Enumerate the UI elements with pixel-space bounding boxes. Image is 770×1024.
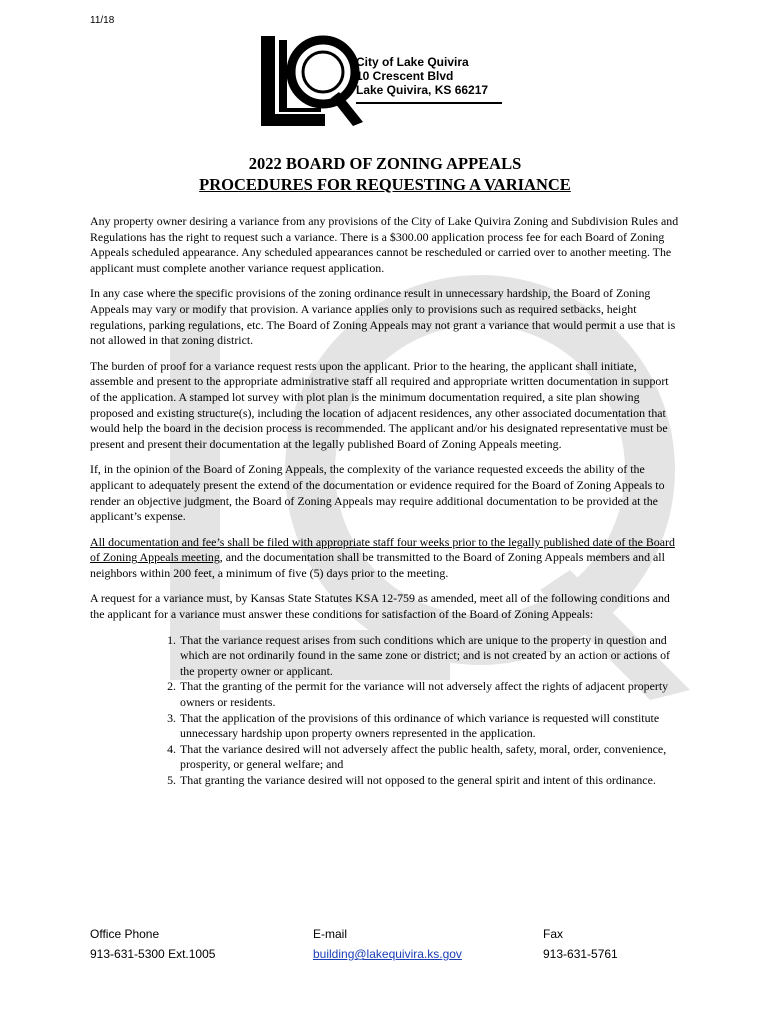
fax-value: 913-631-5761 [543,947,618,961]
document-title: 2022 BOARD OF ZONING APPEALS [248,154,522,173]
condition-text: That the granting of the permit for the variance will not adversely affect the rights of adjacent property owners or residents. [180,679,669,710]
city-address [356,55,488,97]
address-line-3: Lake Quivira, KS 66217 [356,83,489,97]
condition-number: 3. [167,710,176,725]
office-phone-value: 913-631-5300 Ext.1005 [90,947,216,961]
fax-label: Fax [543,927,564,941]
address-rule [356,102,502,104]
condition-text: That the variance request arises from such conditions which are unique to the property in question and which are not ordinarily found in the same zone or district; and is not created by an action or actions of the property owner or applicant. [180,632,671,678]
paragraph-statutes: A request for a variance must, by Kansas State Statutes KSA 12-759 as amended, meet all of the following conditions and the applicant for a variance must answer these conditions for satisfaction of the Board of Zoning Appeals: [90,591,670,622]
filing-deadline-rest: , and the documentation shall be transmitted to the Board of Zoning Appeals members and all neighbors within 200 feet, a minimum of five (5) days prior to the meeting. [90,550,665,580]
address-line-2: 10 Crescent Blvd [356,69,454,83]
condition-number: 1. [167,632,176,647]
email-label: E-mail [313,927,348,941]
address-line-1: City of Lake Quivira [356,55,469,69]
condition-item [167,741,680,773]
condition-number: 4. [167,741,176,756]
paragraph-complexity: If, in the opinion of the Board of Zoning Appeals, the complexity of the variance requested exceeds the ability of the applicant to adequately present the extend of the documentation or evidence required for the Board of Zoning Appeals to render an objective judgment, the Board of Zoning Appeals may require additional documentation to be provided at the applicant’s expense. [90,462,665,524]
condition-number: 5. [167,773,176,787]
condition-text: That granting the variance desired will not opposed to the general spirit and intent of this ordinance. [180,773,656,787]
footer-email [313,924,462,964]
paragraph-burden-of-proof: The burden of proof for a variance request rests upon the applicant. Prior to the hearing, the applicant shall initiate, assemble and present to the appropriate administrative staff all required and appropriate written documentation in support of the application. A stamped lot survey with plot plan is the minimum documentation required, a site plan showing proposed and existing structure(s), including the location of adjacent residences, any other associated documentation that would help the board in the decision process is recommended. The applicant and/or his designated representative must be present and present their documentation at the legally published Board of Zoning Appeals meeting. [90,358,669,451]
document-subtitle: PROCEDURES FOR REQUESTING A VARIANCE [199,175,571,194]
document-body [90,214,680,789]
conditions-list [90,633,680,789]
city-logo [255,30,365,130]
condition-item [167,632,680,680]
email-link[interactable]: building@lakequivira.ks.gov [313,947,462,961]
filing-deadline-underlined: All documentation and fee’s shall be filed with appropriate staff four weeks prior to the legally published date of the Board of Zoning Appeals meeting [90,534,675,565]
condition-text: That the application of the provisions of this ordinance of which variance is requested will constitute unnecessary hardship upon property owners represented in the application. [180,710,660,741]
paragraph-fee: Any property owner desiring a variance from any provisions of the City of Lake Quivira Zoning and Subdivision Rules and Regulations has the right to request such a variance. There is a $300.00 application process fee for each Board of Zoning Appeals scheduled appearance. Any scheduled appearances cannot be rescheduled or carried over to another meeting. The applicant must complete another variance request application. [90,214,679,275]
condition-text: That the variance desired will not adversely affect the public health, safety, moral, order, convenience, prosperity, or general welfare; and [180,741,667,772]
footer-fax [543,924,618,964]
paragraph-filing-deadline [90,535,680,582]
condition-item [167,679,680,710]
date-code: 11/18 [90,15,115,26]
condition-item [167,710,680,742]
condition-number: 2. [167,679,176,694]
office-phone-label: Office Phone [90,927,160,941]
condition-item [167,773,680,789]
paragraph-hardship: In any case where the specific provisions of the zoning ordinance result in unnecessary hardship, the Board of Zoning Appeals may vary or modify that provision. A variance applies only to provisions such as required setbacks, height regulations, parking regulations, etc. The Board of Zoning Appeals may not grant a variance that would permit a use that is not allowed in that zoning district. [90,286,676,348]
footer-office-phone [90,924,215,964]
